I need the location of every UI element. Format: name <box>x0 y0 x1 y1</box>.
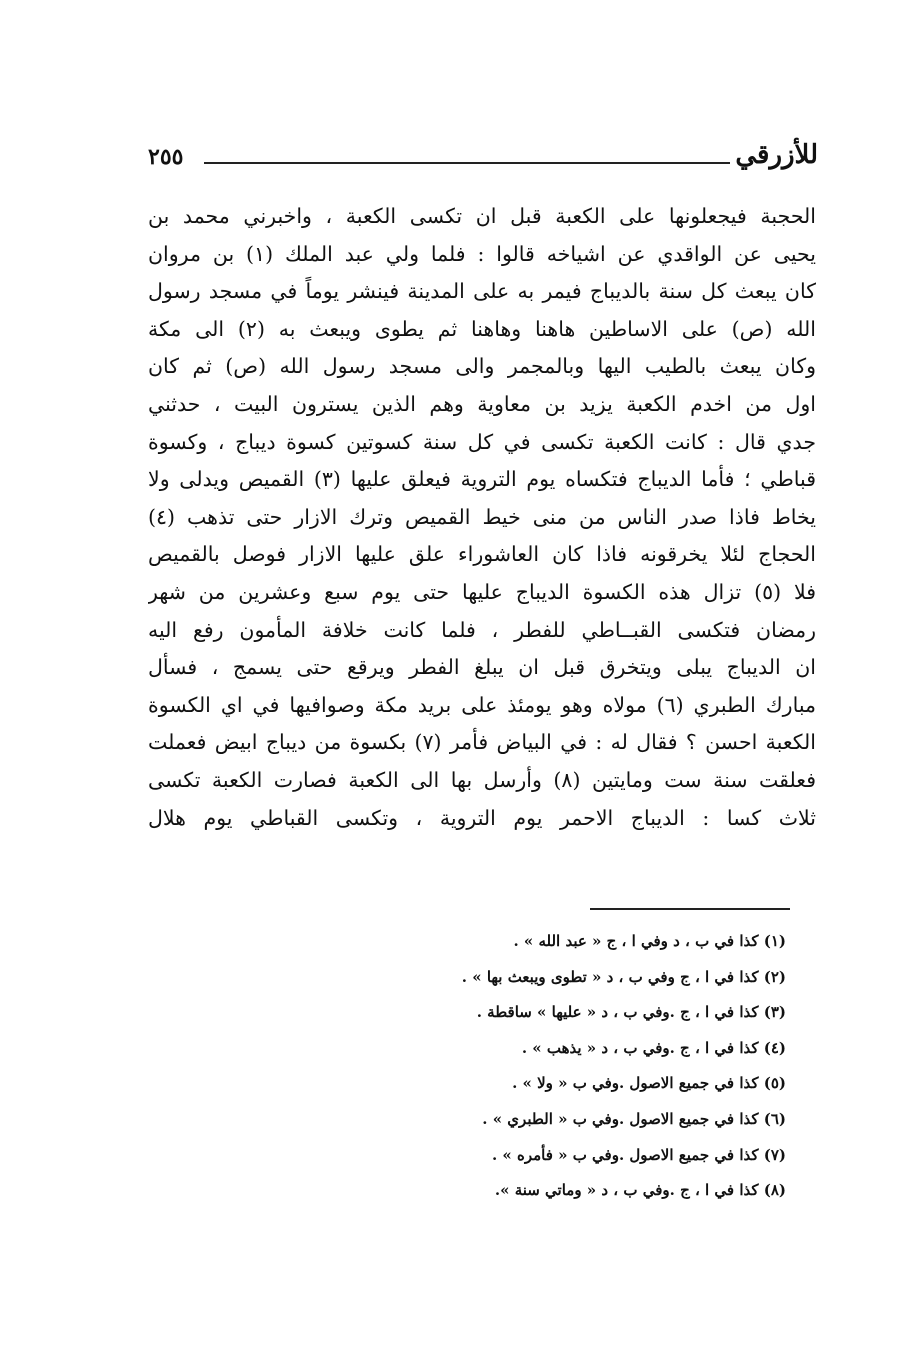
text-line: الحجاج لئلا يخرقونه فاذا كان العاشوراء علق عليها الازار فوصل بالقميص <box>148 542 816 567</box>
text-line: جدي قال : كانت الكعبة تكسى في كل سنة كسوتين كسوة ديباج ، وكسوة <box>148 429 816 454</box>
footnote-separator <box>590 908 790 910</box>
text-line: مبارك الطبري (٦) مولاه وهو يومئذ على بريد مكة وصوافيها في اي الكسوة <box>148 692 816 717</box>
text-line: الحجبة فيجعلونها على الكعبة قبل ان تكسى الكعبة ، واخبرني محمد بن <box>148 204 816 228</box>
footnote: (٦) كذا في جميع الاصول .وفي ب « الطبري » . <box>482 1109 786 1128</box>
footnote: (١) كذا في ب ، د وفي ا ، ج « عبد الله » . <box>513 932 786 950</box>
text-line: الكعبة احسن ؟ فقال له : في البياض فأمر (٧) بكسوة من ديباج ابيض فعملت <box>148 730 816 755</box>
text-line: الله (ص) على الاساطين هاهنا وهاهنا ثم يطوى ويبعث به (٢) الى مكة <box>148 316 816 341</box>
page-header <box>148 140 818 180</box>
text-line: فلا (٥) تزال هذه الكسوة الديباج عليها حتى يوم سبع وعشرين من شهر <box>148 579 816 604</box>
body-text <box>148 198 816 837</box>
running-title: للأزرقي <box>735 140 818 170</box>
footnote: (٢) كذا في ا ، ج وفي ب ، د « تطوى ويبعث بها » . <box>461 967 786 986</box>
footnote: (٧) كذا في جميع الاصول .وفي ب « فأمره » . <box>491 1145 786 1164</box>
footnote: (٣) كذا في ا ، ج .وفي ب ، د « عليها » ساقطة . <box>476 1003 786 1022</box>
footnotes <box>306 924 786 1209</box>
text-line: يحيى عن الواقدي عن اشياخه قالوا : فلما ولي عبد الملك (١) بن مروان <box>148 241 816 266</box>
text-line: وكان يبعث بالطيب اليها وبالمجمر والى مسجد رسول الله (ص) ثم كان <box>148 354 816 379</box>
text-line: كان يبعث كل سنة بالديباج فيمر به على المدينة فينشر يوماً في مسجد رسول <box>148 279 816 304</box>
text-line: رمضان فتكسى القبــاطي للفطر ، فلما كانت خلافة المأمون رفع اليه <box>148 617 816 642</box>
text-line: يخاط فاذا صدر الناس من منى خيط القميص وترك الازار حتى تذهب (٤) <box>148 504 816 529</box>
text-line: فعلقت سنة ست ومايتين (٨) وأرسل بها الى الكعبة فصارت الكعبة تكسى <box>148 767 816 792</box>
header-rule <box>204 162 730 164</box>
footnote: (٨) كذا في ا ، ج .وفي ب ، د « وماتي سنة ». <box>494 1181 786 1200</box>
text-line: ثلاث كسا : الديباج الاحمر يوم التروية ، وتكسى القباطي يوم هلال <box>148 805 816 830</box>
page-number: ٢٥٥ <box>148 144 184 170</box>
footnote: (٤) كذا في ا ، ج .وفي ب ، د « يذهب » . <box>521 1038 786 1057</box>
text-line: ان الديباج يبلى ويتخرق قبل ان يبلغ الفطر ويرقع حتى يسمج ، فسأل <box>148 655 816 680</box>
text-line: قباطي ؛ فأما الديباج فتكساه يوم التروية فيعلق عليها (٣) القميص ويدلى ولا <box>148 467 816 492</box>
footnote: (٥) كذا في جميع الاصول .وفي ب « ولا » . <box>512 1074 786 1093</box>
text-line: اول من اخدم الكعبة يزيد بن معاوية وهم الذين يسترون البيت ، حدثني <box>148 391 816 416</box>
